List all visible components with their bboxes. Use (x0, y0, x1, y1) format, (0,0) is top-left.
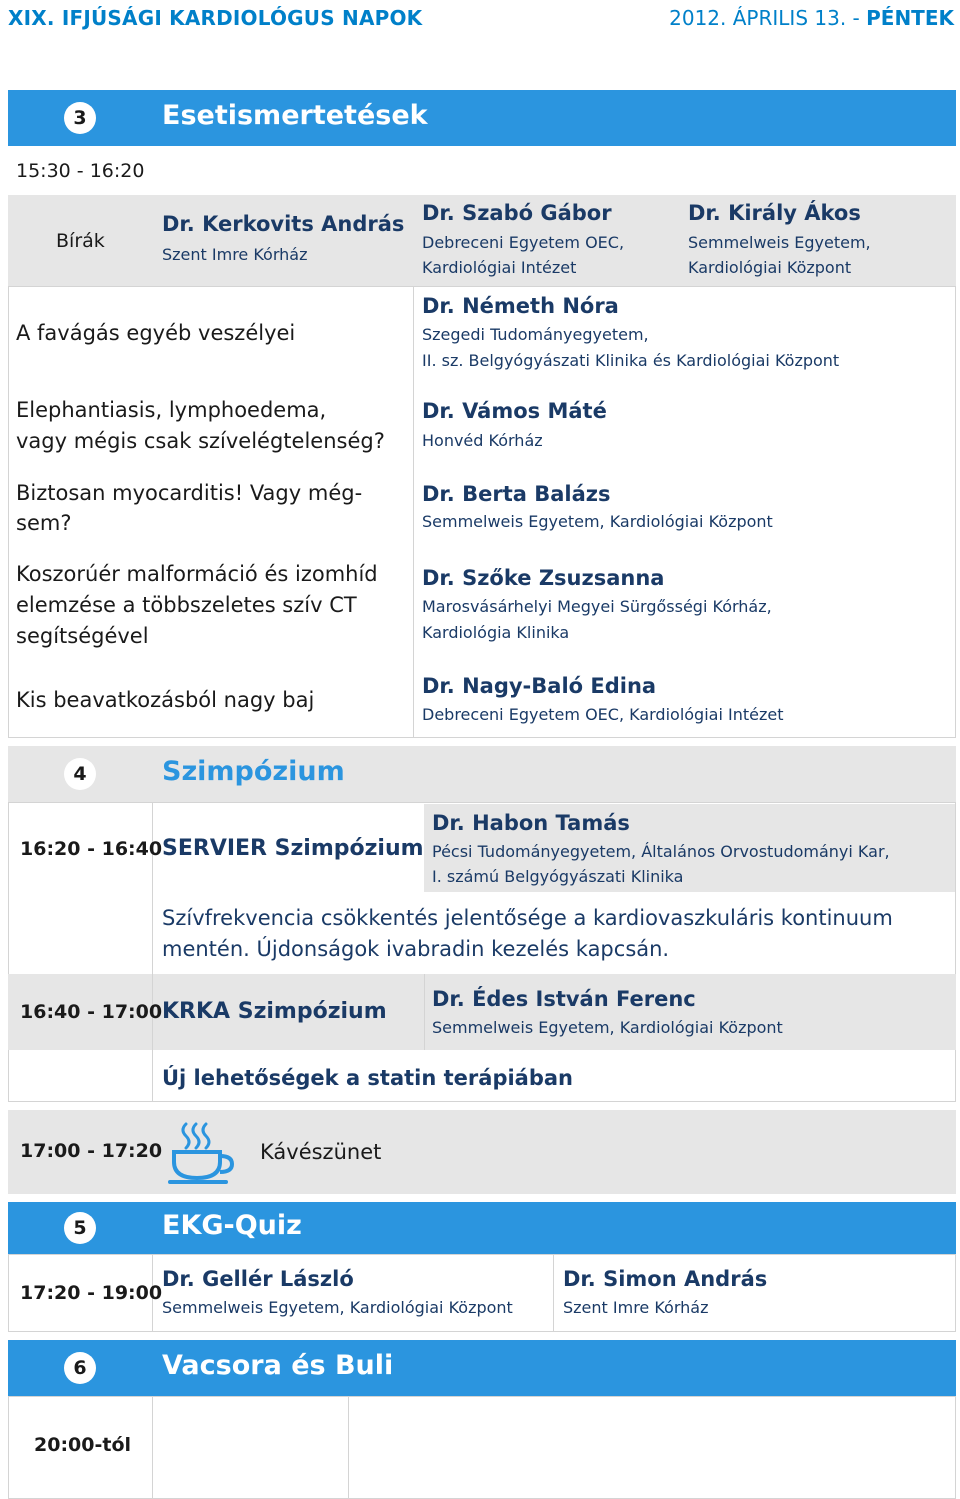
talk-1-speaker: Dr. Németh Nóra (422, 294, 619, 318)
symposium-2-topic: Új lehetőségek a statin terápiában (162, 1066, 574, 1090)
event-date-separator: - (852, 6, 860, 30)
section-4-header (8, 746, 956, 802)
talk-3-topic-2: sem? (16, 511, 72, 535)
talks-divider (413, 286, 414, 738)
event-title: XIX. IFJÚSÁGI KARDIOLÓGUS NAPOK (8, 6, 423, 30)
talk-5-inst: Debreceni Egyetem OEC, Kardiológiai Intézet (422, 705, 784, 724)
talk-3-topic: Biztosan myocarditis! Vagy még- (16, 481, 363, 505)
symposium-2-title: KRKA Szimpózium (162, 999, 387, 1024)
talk-4-inst-2: Kardiológia Klinika (422, 623, 570, 642)
quiz-host-2-inst: Szent Imre Kórház (563, 1298, 709, 1317)
section-6-title: Vacsora és Buli (162, 1350, 394, 1381)
symposium-1-topic-2: mentén. Újdonságok ivabradin kezelés kapcsán. (162, 937, 670, 961)
talk-2-speaker: Dr. Vámos Máté (422, 399, 607, 423)
judge-2-name: Dr. Szabó Gábor (422, 201, 612, 225)
symposium-2-inst: Semmelweis Egyetem, Kardiológiai Központ (432, 1018, 783, 1037)
symposium-2-time: 16:40 - 17:00 (20, 1001, 163, 1023)
section-5-number: 5 (64, 1212, 96, 1244)
section-5-time: 17:20 - 19:00 (20, 1282, 163, 1304)
section-4-number: 4 (64, 758, 96, 790)
symposium-1-title: SERVIER Szimpózium (162, 836, 424, 861)
coffee-break-time: 17:00 - 17:20 (20, 1140, 163, 1162)
symposium-1-time: 16:20 - 16:40 (20, 838, 163, 860)
symposium-1-speaker: Dr. Habon Tamás (432, 811, 630, 835)
judge-2-inst: Debreceni Egyetem OEC, (422, 233, 625, 252)
event-day: PÉNTEK (866, 6, 954, 30)
section-6-body (8, 1396, 956, 1499)
talk-5-speaker: Dr. Nagy-Baló Edina (422, 674, 657, 698)
quiz-host-1-name: Dr. Gellér László (162, 1267, 354, 1291)
quiz-host-1-inst: Semmelweis Egyetem, Kardiológiai Központ (162, 1298, 513, 1317)
judge-3-inst-2: Kardiológiai Központ (688, 258, 852, 277)
symposium-1-inst: Pécsi Tudományegyetem, Általános Orvostudományi Kar, (432, 842, 890, 861)
talk-1-inst: Szegedi Tudományegyetem, (422, 325, 649, 344)
talk-4-inst: Marosvásárhelyi Megyei Sürgősségi Kórház, (422, 597, 772, 616)
talk-3-speaker: Dr. Berta Balázs (422, 482, 611, 506)
judge-3-name: Dr. Király Ákos (688, 201, 861, 225)
section-6-time: 20:00-tól (34, 1434, 132, 1456)
section-3-time: 15:30 - 16:20 (16, 160, 145, 182)
symposium-1-inst-2: I. számú Belgyógyászati Klinika (432, 867, 684, 886)
symposium-2-divider-2 (424, 974, 425, 1050)
talk-4-speaker: Dr. Szőke Zsuzsanna (422, 566, 665, 590)
section-6-header (8, 1340, 956, 1396)
talk-4-topic: Koszorúér malformáció és izomhíd (16, 562, 378, 586)
talk-1-inst-2: II. sz. Belgyógyászati Klinika és Kardiológiai Központ (422, 351, 840, 370)
judge-1-name: Dr. Kerkovits András (162, 212, 405, 236)
judges-label: Bírák (56, 230, 105, 252)
talk-4-topic-2: elemzése a többszeletes szív CT (16, 593, 357, 617)
talk-2-topic: Elephantiasis, lymphoedema, (16, 398, 327, 422)
event-date-text: 2012. ÁPRILIS 13. (669, 6, 847, 30)
quiz-host-2-name: Dr. Simon András (563, 1267, 768, 1291)
talk-2-inst: Honvéd Kórház (422, 431, 543, 450)
talk-1-topic: A favágás egyéb veszélyei (16, 321, 296, 345)
judge-2-inst-2: Kardiológiai Intézet (422, 258, 577, 277)
section-6-divider-2 (348, 1396, 349, 1499)
talk-4-topic-3: segítségével (16, 624, 149, 648)
talk-3-inst: Semmelweis Egyetem, Kardiológiai Központ (422, 512, 773, 531)
symposium-1-topic: Szívfrekvencia csökkentés jelentősége a kardiovaszkuláris kontinuum (162, 906, 893, 930)
section-3-number: 3 (64, 102, 96, 134)
coffee-break-label: Kávészünet (260, 1140, 382, 1164)
coffee-cup-icon (168, 1120, 240, 1186)
section-4-title: Szimpózium (162, 756, 345, 787)
event-date (669, 6, 954, 30)
judge-1-inst: Szent Imre Kórház (162, 245, 308, 264)
section-3-header (8, 90, 956, 146)
section-5-divider-2 (553, 1254, 554, 1332)
section-5-title: EKG-Quiz (162, 1210, 302, 1241)
section-6-divider (152, 1396, 153, 1499)
symposium-2-speaker: Dr. Édes István Ferenc (432, 987, 696, 1011)
section-6-number: 6 (64, 1352, 96, 1384)
section-5-header (8, 1202, 956, 1254)
section-3-title: Esetismertetések (162, 100, 428, 131)
judge-3-inst: Semmelweis Egyetem, (688, 233, 871, 252)
talk-5-topic: Kis beavatkozásból nagy baj (16, 688, 315, 712)
talk-2-topic-2: vagy mégis csak szívelégtelenség? (16, 429, 385, 453)
